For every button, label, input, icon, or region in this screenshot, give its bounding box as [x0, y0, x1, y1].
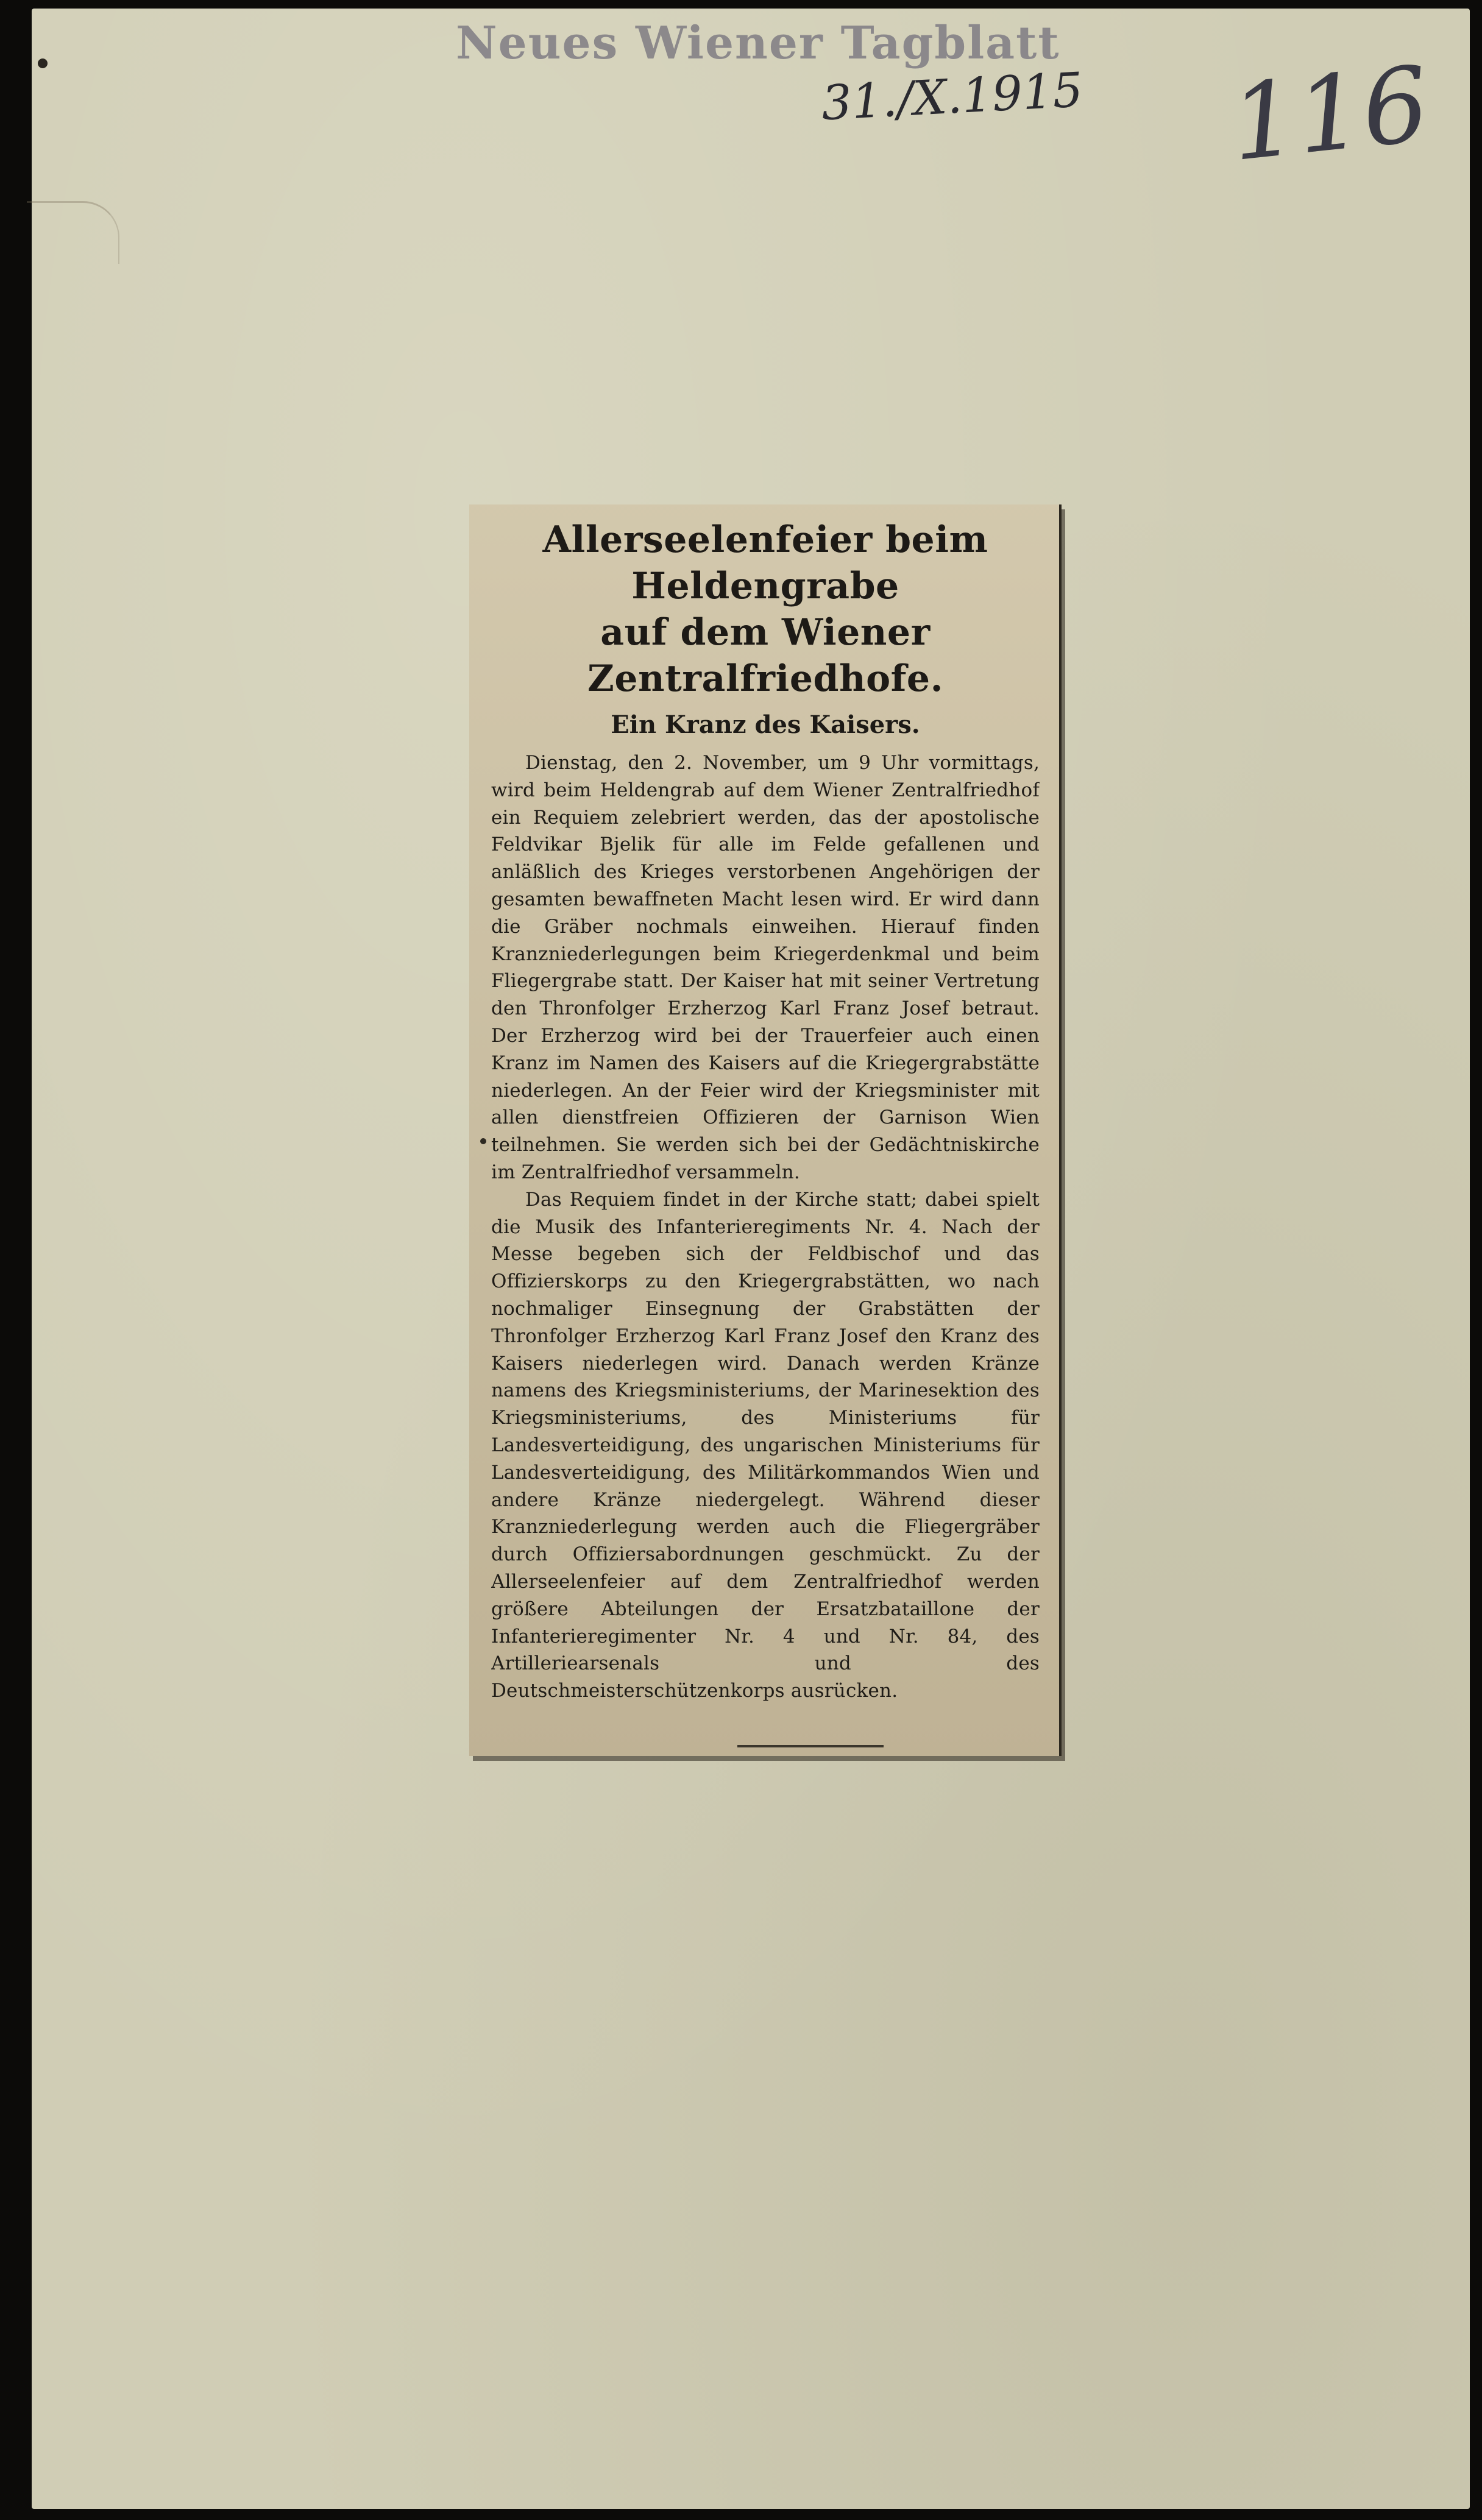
handwritten-date: 31./X.1915 — [820, 63, 1085, 132]
article-body — [491, 749, 1040, 1705]
newspaper-clipping — [469, 504, 1062, 1756]
clipping-end-rule — [737, 1745, 884, 1747]
article-paragraph-1: Dienstag, den 2. November, um 9 Uhr vormittags, wird beim Heldengrab auf dem Wiener Zentralfriedhof ein Requiem zelebriert werden, das der apostolische Feldvikar Bjelik für alle im Felde gefallenen und anläßlich des Krieges verstorbenen Angehörigen der gesamten bewaffneten Macht lesen wird. Er wird dann die Gräber nochmals einweihen. Hierauf finden Kranzniederlegungen beim Kriegerdenkmal und beim Fliegergrabe statt. Der Kaiser hat mit seiner Vertretung den Thronfolger Erzherzog Karl Franz Josef betraut. Der Erzherzog wird bei der Trauerfeier auch einen Kranz im Namen des Kaisers auf die Kriegergrabstätte niederlegen. An der Feier wird der Kriegsminister mit allen dienstfreien Offizieren der Garnison Wien teilnehmen. Sie werden sich bei der Gedächtniskirche im Zentralfriedhof versammeln. — [491, 752, 1040, 1183]
headline-line-2: auf dem Wiener Zentralfriedhofe. — [587, 611, 943, 700]
headline-line-1: Allerseelenfeier beim Heldengrabe — [542, 519, 988, 607]
newspaper-stamp: Neues Wiener Tagblatt — [456, 17, 1060, 69]
fold-mark — [480, 1138, 486, 1144]
article-paragraph-2: Das Requiem findet in der Kirche statt; dabei spielt die Musik des Infanterieregiments Nr. 4. Nach der Messe begeben sich der Feldbischof und das Offizierskorps zu den Kriegergrabstätten, wo nach nochmaliger Einsegnung der Grabstätten der Thronfolger Erzherzog Karl Franz Josef den Kranz des Kaisers niederlegen wird. Danach werden Kränze namens des Kriegsministeriums, der Marinesektion des Kriegsministeriums, des Ministeriums für Landesverteidigung, des ungarischen Ministeriums für Landesverteidigung, des Militärkommandos Wien und andere Kränze niedergelegt. Während dieser Kranzniederlegung werden auch die Fliegergräber durch Offiziersabordnungen geschmückt. Zu der Allerseelenfeier auf dem Zentralfriedhof werden größere Abteilungen der Ersatzbataillone der Infanterieregimenter Nr. 4 und Nr. 84, des Artilleriearsenals und des Deutschmeisterschützenkorps ausrücken. — [491, 1188, 1040, 1702]
article-headline — [491, 517, 1040, 702]
handwritten-page-number: 116 — [1225, 44, 1434, 185]
punch-hole — [38, 58, 48, 68]
clipping-content — [491, 517, 1040, 1741]
article-subheadline: Ein Kranz des Kaisers. — [611, 710, 920, 739]
paper-edge-tear — [27, 201, 119, 264]
